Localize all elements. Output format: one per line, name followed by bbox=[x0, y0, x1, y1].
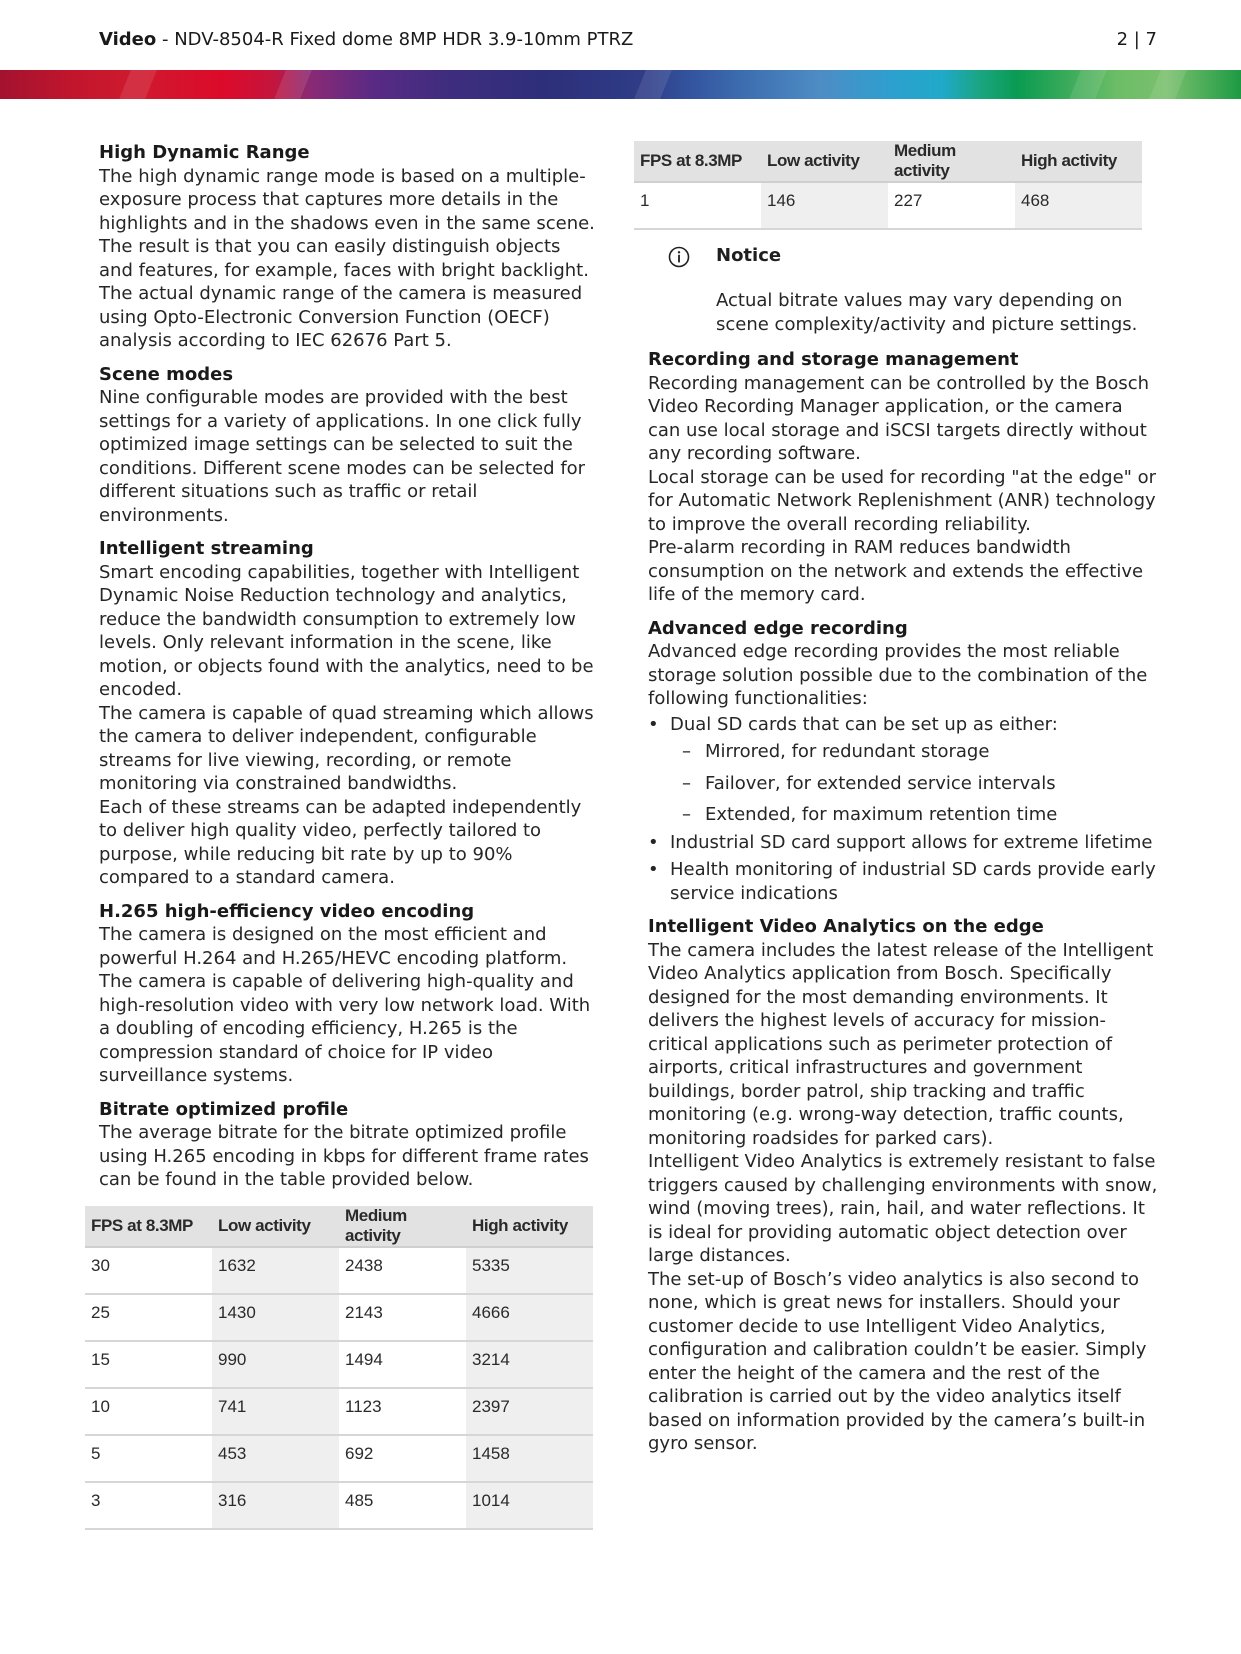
section-text: The camera is designed on the most efficient and powerful H.264 and H.265/HEVC encoding platform. The camera is capable of delivering high-quality and high-resolution video with very low network load. With a doubling of encoding efficiency, H.265 is the compression standard of choice for IP video surveillance systems. bbox=[99, 924, 591, 1086]
brand-color-band bbox=[0, 70, 1241, 99]
section-heading: Scene modes bbox=[99, 363, 234, 385]
section-heading: Intelligent Video Analytics on the edge bbox=[648, 916, 1044, 937]
list-item-text: Dual SD cards that can be set up as either: bbox=[670, 713, 1058, 735]
table-cell: 485 bbox=[339, 1482, 466, 1529]
section-text: Each of these streams can be adapted independently to deliver high quality video, perfectly tailored to purpose, while reducing bit rate by up to 90% compared to a standard camera. bbox=[99, 796, 582, 888]
section-heading: High Dynamic Range bbox=[99, 142, 310, 163]
sub-list-item bbox=[648, 772, 1158, 796]
table-cell: 1632 bbox=[212, 1247, 339, 1294]
section-text: Nine configurable modes are provided with the best settings for a variety of applications. In one click fully optimized image settings can be selected to suit the conditions. Different scene modes can be selected for different situations such as traffic or retail environments. bbox=[99, 387, 586, 526]
table-cell: 10 bbox=[85, 1388, 212, 1435]
bullet-mark: • bbox=[648, 859, 659, 880]
section-advanced-edge-recording bbox=[648, 617, 1158, 711]
list-item bbox=[648, 713, 1158, 737]
band-stripe bbox=[1149, 70, 1187, 99]
table-cell: 3214 bbox=[466, 1341, 593, 1388]
section-text: Advanced edge recording provides the most reliable storage solution possible due to the combination of the following functionalities: bbox=[648, 641, 1148, 709]
band-stripe bbox=[274, 70, 312, 99]
document-title: NDV-8504-R Fixed dome 8MP HDR 3.9-10mm PTRZ bbox=[174, 29, 634, 50]
section-heading: H.265 high-efficiency video encoding bbox=[99, 900, 475, 922]
bullet-mark: • bbox=[648, 831, 659, 853]
table-cell: 1123 bbox=[339, 1388, 466, 1435]
table-cell: 741 bbox=[212, 1388, 339, 1435]
dash-mark: – bbox=[682, 772, 691, 794]
table-header-row bbox=[634, 141, 1142, 182]
table-cell: 3 bbox=[85, 1482, 212, 1529]
list-item-text: Mirrored, for redundant storage bbox=[705, 741, 990, 762]
column-header: Medium activity bbox=[888, 141, 1015, 182]
list-item bbox=[648, 831, 1158, 855]
table-cell: 15 bbox=[85, 1341, 212, 1388]
table-header-row bbox=[85, 1206, 593, 1247]
list-item-text: Health monitoring of industrial SD cards provide early service indications bbox=[670, 859, 1156, 904]
sub-list-item bbox=[648, 803, 1158, 827]
section-h265-encoding bbox=[99, 900, 599, 1088]
table-cell: 990 bbox=[212, 1341, 339, 1388]
column-header: Medium activity bbox=[339, 1206, 466, 1247]
section-text: The set-up of Bosch’s video analytics is also second to none, which is great news for installers. Should your customer decide to use Intelligent Video Analytics, configuration and calibration couldn’t be easier. Simply enter the height of the camera and the rest of the calibration is carried out by the video analytics itself based on information provided by the camera’s built-in gyro sensor. bbox=[648, 1268, 1147, 1454]
page-number: 2 | 7 bbox=[1116, 29, 1157, 50]
column-header: High activity bbox=[1015, 141, 1142, 182]
section-text: Recording management can be controlled by the Bosch Video Recording Manager application, or the camera can use local storage and iSCSI targets directly without any recording software. bbox=[648, 372, 1150, 464]
right-column bbox=[640, 141, 1158, 1466]
column-header: Low activity bbox=[761, 141, 888, 182]
table-cell: 2397 bbox=[466, 1388, 593, 1435]
table-row bbox=[85, 1388, 593, 1435]
bitrate-table bbox=[85, 1206, 593, 1530]
dash-mark: – bbox=[682, 741, 691, 762]
section-text: Intelligent Video Analytics is extremely resistant to false triggers caused by challenging environments with snow, wind (moving trees), rain, hail, and water reflections. It is ideal for providing automatic object detection over large distances. bbox=[648, 1151, 1158, 1266]
table-row bbox=[85, 1247, 593, 1294]
document-category: Video bbox=[99, 29, 157, 50]
list-item bbox=[648, 858, 1158, 905]
notice-box bbox=[648, 244, 1158, 336]
sub-list-item bbox=[648, 740, 1158, 764]
table-cell: 227 bbox=[888, 182, 1015, 229]
column-header: FPS at 8.3MP bbox=[634, 141, 761, 182]
notice-text: Actual bitrate values may vary depending on scene complexity/activity and picture settings. bbox=[716, 290, 1138, 335]
table-cell: 453 bbox=[212, 1435, 339, 1482]
section-recording-storage bbox=[648, 348, 1158, 607]
section-text: The camera is capable of quad streaming which allows the camera to deliver independent, configurable streams for live viewing, recording, or remote monitoring via constrained bandwidths. bbox=[99, 702, 594, 794]
column-header: Low activity bbox=[212, 1206, 339, 1247]
section-heading: Bitrate optimized profile bbox=[99, 1098, 349, 1120]
table-cell: 4666 bbox=[466, 1294, 593, 1341]
dash-mark: – bbox=[682, 804, 691, 825]
section-intelligent-streaming bbox=[99, 537, 599, 890]
table-cell: 1458 bbox=[466, 1435, 593, 1482]
section-heading: Intelligent streaming bbox=[99, 538, 314, 559]
table-cell: 1014 bbox=[466, 1482, 593, 1529]
bitrate-table-continued bbox=[634, 141, 1142, 230]
section-text: Smart encoding capabilities, together with Intelligent Dynamic Noise Reduction technology and analytics, reduce the bandwidth consumption to extremely low levels. Only relevant information in the scene, like motion, or objects found with the analytics, need to be encoded. bbox=[99, 561, 594, 700]
band-stripe bbox=[634, 70, 672, 99]
table-cell: 1430 bbox=[212, 1294, 339, 1341]
list-item-text: Extended, for maximum retention time bbox=[705, 804, 1058, 825]
section-bitrate-profile bbox=[99, 1098, 599, 1192]
table-cell: 146 bbox=[761, 182, 888, 229]
table-cell: 1494 bbox=[339, 1341, 466, 1388]
list-item-text: Industrial SD card support allows for extreme lifetime bbox=[670, 831, 1153, 853]
band-stripe bbox=[1069, 70, 1107, 99]
table-row bbox=[85, 1482, 593, 1529]
header-separator: - bbox=[156, 29, 175, 50]
page-header bbox=[99, 28, 1157, 58]
table-cell: 2143 bbox=[339, 1294, 466, 1341]
section-text: The high dynamic range mode is based on a multiple-exposure process that captures more details in the highlights and in the shadows even in the same scene. The result is that you can easily distinguish objects and features, for example, faces with bright backlight. The actual dynamic range of the camera is measured using Opto-Electronic Conversion Function (OECF) analysis according to IEC 62676 Part 5. bbox=[99, 165, 595, 351]
table-cell: 5335 bbox=[466, 1247, 593, 1294]
table-cell: 1 bbox=[634, 182, 761, 229]
section-high-dynamic-range bbox=[99, 141, 599, 353]
table-row bbox=[634, 182, 1142, 229]
section-scene-modes bbox=[99, 363, 599, 528]
table-row bbox=[85, 1341, 593, 1388]
left-column bbox=[91, 141, 599, 1530]
section-video-analytics bbox=[648, 915, 1158, 1456]
bullet-mark: • bbox=[648, 713, 659, 735]
section-text: Local storage can be used for recording "at the edge" or for Automatic Network Replenishment (ANR) technology to improve the overall recording reliability. bbox=[648, 466, 1157, 535]
band-stripe bbox=[119, 70, 157, 99]
table-cell: 316 bbox=[212, 1482, 339, 1529]
table-cell: 5 bbox=[85, 1435, 212, 1482]
section-text: The camera includes the latest release of the Intelligent Video Analytics application from Bosch. Specifically designed for the most demanding environments. It delivers the highest levels of accuracy for mission-critical applications such as perimeter protection of airports, critical infrastructures and government buildings, border patrol, ship tracking and traffic monitoring (e.g. wrong-way detection, traffic counts, monitoring roadsides for parked cars). bbox=[648, 939, 1154, 1149]
table-cell: 468 bbox=[1015, 182, 1142, 229]
column-header: High activity bbox=[466, 1206, 593, 1247]
table-cell: 30 bbox=[85, 1247, 212, 1294]
section-text: Pre-alarm recording in RAM reduces bandwidth consumption on the network and extends the effective life of the memory card. bbox=[648, 537, 1144, 605]
table-row bbox=[85, 1294, 593, 1341]
section-heading: Advanced edge recording bbox=[648, 617, 908, 639]
table-cell: 2438 bbox=[339, 1247, 466, 1294]
section-heading: Recording and storage management bbox=[648, 349, 1019, 370]
section-text: The average bitrate for the bitrate optimized profile using H.265 encoding in kbps for different frame rates can be found in the table provided below. bbox=[99, 1122, 589, 1190]
table-row bbox=[85, 1435, 593, 1482]
notice-title: Notice bbox=[716, 245, 782, 266]
table-cell: 25 bbox=[85, 1294, 212, 1341]
table-cell: 692 bbox=[339, 1435, 466, 1482]
info-icon bbox=[668, 246, 690, 268]
feature-list bbox=[648, 713, 1158, 906]
column-header: FPS at 8.3MP bbox=[85, 1206, 212, 1247]
list-item-text: Failover, for extended service intervals bbox=[705, 772, 1056, 794]
